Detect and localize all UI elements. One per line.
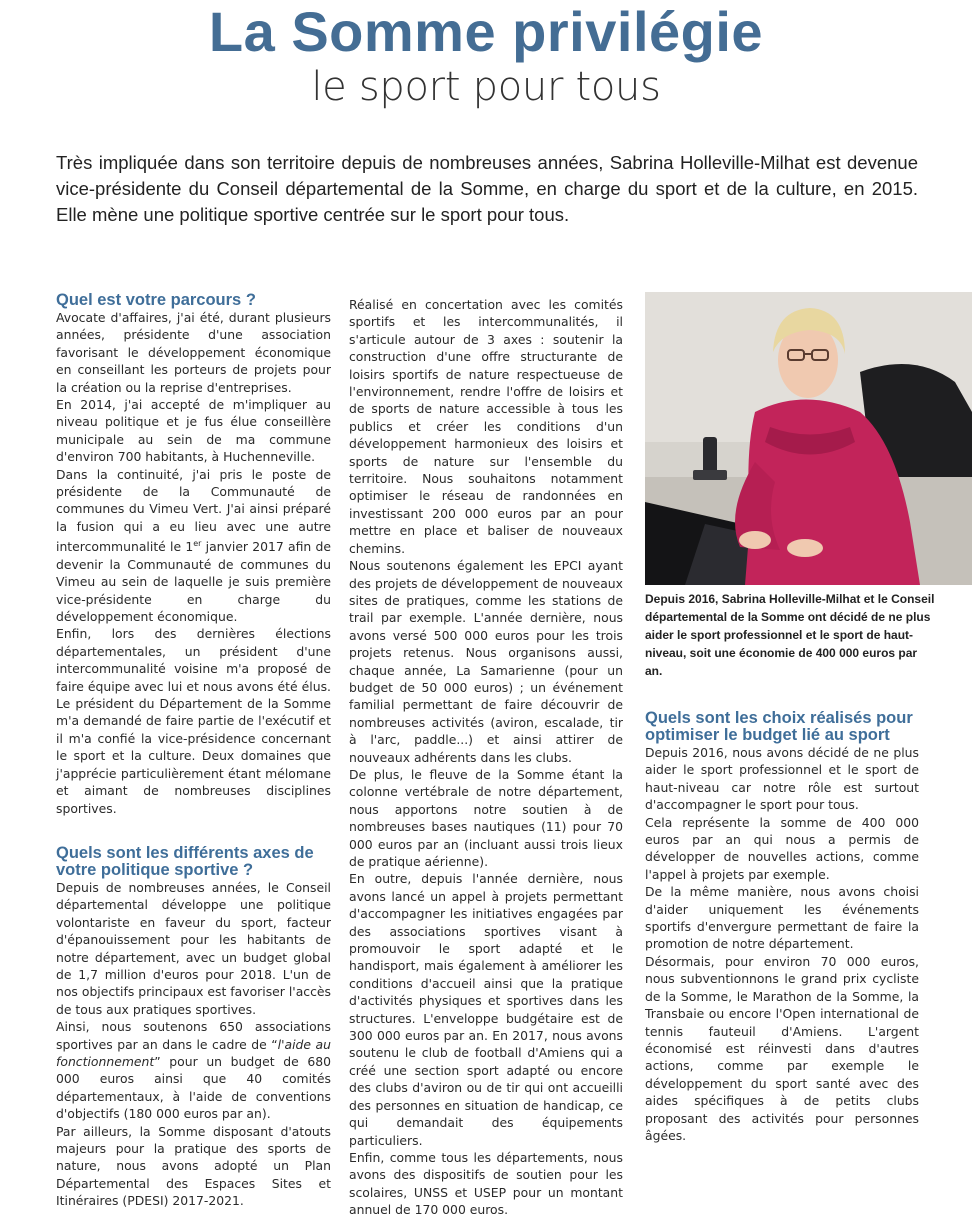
paragraph: Réalisé en concertation avec les comités sportifs et les intercommunalités, il s'articule autour de 3 axes : soutenir la construction d'une offre structurante de loisirs sportifs de nature respectueuse de l'environnement, rendre l'offre de loisirs et de sports de nature accessible à tous les publics et créer les conditions d'un développement harmonieux des loisirs et sports de nature sur l'ensemble du territoire. Nous souhaitons notamment optimiser le réseau de randonnées en investissant 200 000 euros par an pour mettre en place et baliser de nouveaux chemins. [349,297,623,556]
text-span: Dans la continuité, j'ai pris le poste de présidente de la Communauté de communes du Vimeu Vert. J'ai ainsi préparé la fusion qui a eu lieu avec une autre intercommunalité le 1 [56,466,331,555]
question-budget: Quels sont les choix réalisés pour optimiser le budget lié au sport [645,709,913,744]
question-block [645,710,919,1144]
paragraph: Par ailleurs, la Somme disposant d'atouts majeurs pour la pratique des sports de nature, nous avons adopté un Plan Départemental des Espaces Sites et Itinéraires (PDESI) 2017-2021. [56,1123,331,1209]
paragraph: Nous soutenons également les EPCI ayant des projets de développement de nouveaux sites de pratiques, comme les stations de trail par exemple. L'année dernière, nous avons versé 500 000 euros pour les trois projets retenus. Nous organisons aussi, chaque année, La Samarienne (pour un budget de 50 000 euros) ; un événement familial permettant de faire découvrir de nombreuses activités (aviron, escalade, tir à l'arc, paddle...) et ainsi attirer de nouveaux adhérents dans les clubs. [349,558,623,765]
question-axes: Quels sont les différents axes de votre politique sportive ? [56,843,314,879]
intro-paragraph: Très impliquée dans son territoire depuis de nombreuses années, Sabrina Holleville-Milhat est devenue vice-présidente du Conseil départemental de la Somme, en charge du sport et de la culture, en 2015. Elle mène une politique sportive centrée sur le sport pour tous. [56,152,918,225]
page-title: La Somme privilégie [208,0,764,63]
paragraph: Depuis de nombreuses années, le Conseil départemental développe une politique volontariste en faveur du sport, facteur d'épanouissement pour les habitants de notre département, avec un budget global de 1,7 million d'euros pour 2018. L'un de nos objectifs principaux est favoriser l'accès de tous aux pratiques sportives. [56,879,331,1017]
question-parcours: Quel est votre parcours ? [56,291,256,309]
paragraph: Désormais, pour environ 70 000 euros, nous subventionnons le grand prix cycliste de la Somme, le Marathon de la Somme, la Transbaie ou encore l'Open international de tennis fauteuil d'Amiens. L'argent économisé est réinvesti dans d'autres actions, comme par exemple le développement du sport santé avec des aides spécifiques à de petits clubs proposant des activités pour personnes âgées. [645,953,919,1143]
paragraph: Enfin, comme tous les départements, nous avons des dispositifs de soutien pour les scolaires, UNSS et USEP pour un montant annuel de 170 000 euros. [349,1149,623,1218]
paragraph: Cela représente la somme de 400 000 euros par an qui nous a permis de développer de nouvelles actions, comme l'appel à projets par exemple. [645,814,919,882]
superscript: er [193,539,202,549]
paragraph [56,1018,331,1122]
paragraph: Enfin, lors des dernières élections départementales, un président d'une intercommunalité voisine m'a proposé de faire équipe avec lui et nous avons été élus. Le président du Département de la Somme m'a demandé de faire partie de l'exécutif et il m'a confié la vice-présidence concernant le sport et la culture. Deux domaines que j'apprécie particulièrement étant mélomane et aimant de nombreuses disciplines sportives. [56,626,331,816]
column-2 [349,296,623,1219]
photo-caption: Depuis 2016, Sabrina Holleville-Milhat et le Conseil départemental de la Somme ont décidé de ne plus aider le sport professionnel et le sport de haut-niveau, soit une économie de 400 000 euros par an. [645,592,935,678]
text-span: Ainsi, nous soutenons 650 associations sportives par an dans le cadre de “ [56,1019,331,1052]
paragraph: En outre, depuis l'année dernière, nous avons lancé un appel à projets permettant d'accompagner les initiatives engagées par des associations sportives visant à promouvoir le sport adapté et le handisport, mais également à améliorer les conditions d'accueil ainsi que la pratique d'activités physiques et sportives dans les structures. L'enveloppe budgétaire est de 300 000 euros par an. En 2017, nous avons soutenu le club de football d'Amiens qui a créé une section sport adapté ou encore des clubs d'aviron ou de tir qui ont accueilli des personnes en situation de handicap, ce qui demandait des équipements particuliers. [349,871,623,1148]
column-1 [56,292,331,1210]
paragraph: De la même manière, nous avons choisi d'aider uniquement les événements sportifs d'envergure permettant de faire la promotion de notre département. [645,884,919,952]
emphasis: l'aide au fonctionnement [56,1036,331,1069]
portrait-photo [645,292,972,585]
portrait-illustration [645,292,972,585]
paragraph: De plus, le fleuve de la Somme étant la colonne vertébrale de notre département, nous apportons notre soutien à de nombreuses bases nautiques (11) pour 70 000 euros par an (incluant aussi trois lieux de pratique aérienne). [349,766,623,869]
text-span: ” pour un budget de 680 000 euros ainsi que 40 comités départementaux, à l'aide de conventions d'objectifs (180 000 euros par an). [56,1053,331,1122]
paragraph: En 2014, j'ai accepté de m'impliquer au niveau politique et je fus élue conseillère municipale au sein de ma commune d'environ 700 habitants, à Huchenneville. [56,397,331,465]
paragraph [56,466,331,626]
page-subtitle: le sport pour tous [311,64,661,110]
paragraph: Avocate d'affaires, j'ai été, durant plusieurs années, présidente d'une association favorisant le développement économique en conseillant les porteurs de projets pour la création ou la reprise d'entreprises. [56,310,331,395]
paragraph: Depuis 2016, nous avons décidé de ne plus aider le sport professionnel et le sport de haut-niveau car notre rôle est surtout d'accompagner le sport pour tous. [645,745,919,813]
text-span: janvier 2017 afin de devenir la Communauté de communes du Vimeu au sein de laquelle je suis première vice-présidente en charge du développement économique. [56,539,331,625]
